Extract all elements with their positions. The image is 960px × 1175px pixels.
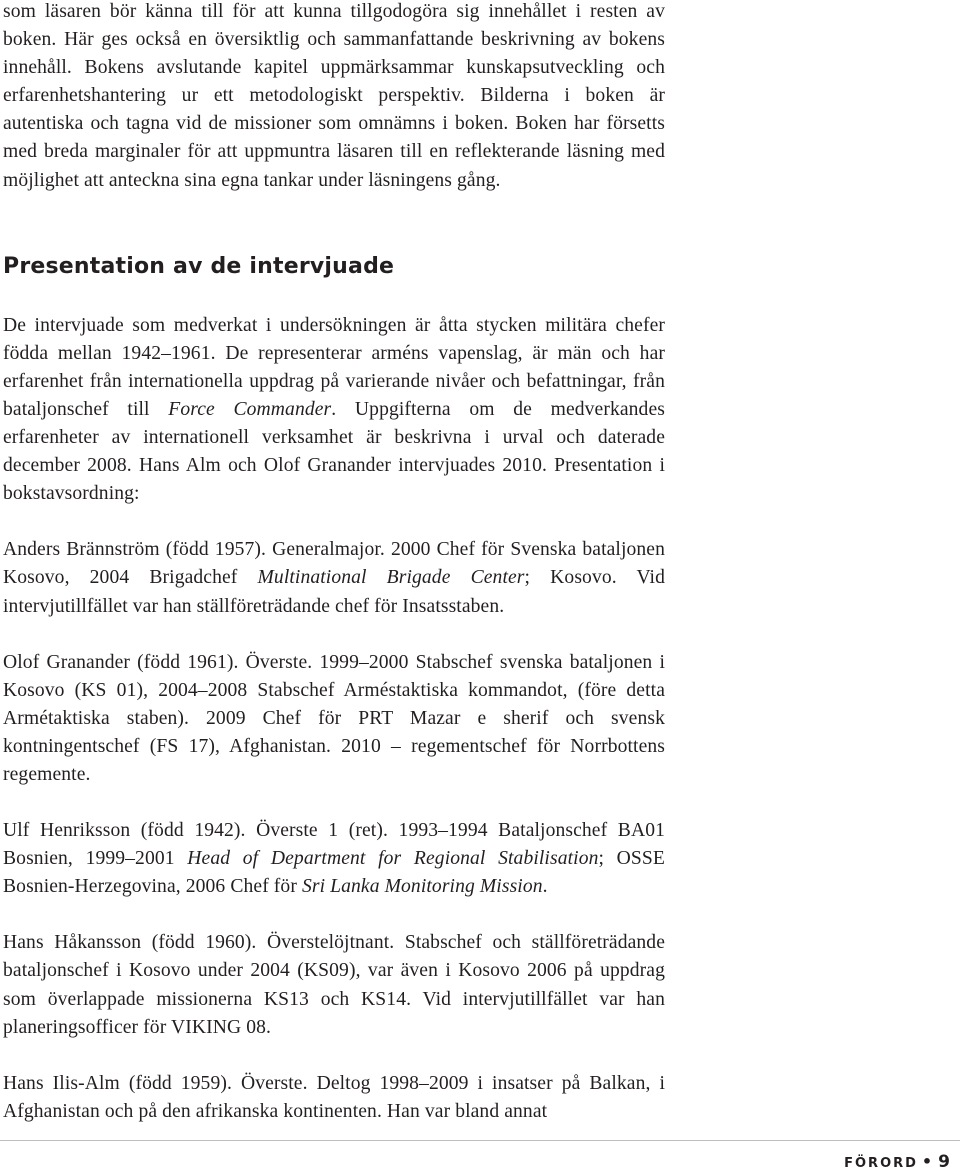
interviewees-intro-paragraph (3, 312, 665, 509)
page-number: 9 (938, 1152, 950, 1172)
text-run: . (542, 876, 548, 898)
person-entry-ilis-alm: Hans Ilis-Alm (född 1959). Överste. Deltog 1998–2009 i insatser på Balkan, i Afghanistan och på den afrikanska kontinenten. Han var bland annat (3, 1072, 665, 1122)
page-footer (844, 1152, 950, 1174)
page-body (3, 0, 665, 1126)
italic-run: Sri Lanka Monitoring Mission (301, 876, 543, 898)
person-entry-granander: Olof Granander (född 1961). Överste. 1999–2000 Stabschef svenska bataljonen i Kosovo (KS 01), 2004–2008 Stabschef Arméstaktiska kommandot, (före detta Armétaktiska staben). 2009 Chef för PRT Mazar e sherif och svensk kontningentschef (FS 17), Afghanistan. 2010 – regementschef för Norrbottens regemente. (3, 651, 665, 785)
text-run: . Uppgifterna om de medverkandes erfarenheter av internationell verksamhet är beskrivna i urval och daterade december 2008. Hans Alm och Olof Granander intervjuades 2010. Presentation i bokstavsordning: (3, 398, 665, 505)
text-run: ; OSSE Bosnien-Herzegovina, 2006 Chef för (3, 848, 665, 898)
person-entry-hakansson: Hans Håkansson (född 1960). Överstelöjtnant. Stabschef och ställföreträdande bataljonschef i Kosovo under 2004 (KS09), var även i Kosovo 2006 på uppdrag som överlappade missionerna KS13 och KS14. Vid intervjutillfället var han planeringsofficer för VIKING 08. (3, 932, 665, 1038)
text-run: Ulf Henriksson (född 1942). Överste 1 (ret). 1993–1994 Bataljonschef BA01 Bosnien, 1999–2001 (3, 820, 665, 870)
person-entry-brannstrom (3, 536, 665, 620)
footer-divider (0, 1140, 960, 1141)
footer-separator: • (921, 1152, 933, 1171)
italic-run: Force Commander (168, 398, 332, 420)
person-entry-henriksson (3, 817, 665, 901)
text-run: Anders Brännström (född 1957). Generalmajor. 2000 Chef för Svenska bataljonen Kosovo, 2004 Brigadchef (3, 539, 665, 589)
text-run: De intervjuade som medverkat i undersökningen är åtta stycken militära chefer födda mellan 1942–1961. De representerar arméns vapenslag, är män och har erfarenhet från internationella uppdrag på varierande nivåer och befattningar, från bataljonschef till (3, 314, 665, 420)
section-heading: Presentation av de intervjuade (3, 253, 395, 279)
italic-run: Head of Department for Regional Stabilisation (187, 848, 599, 870)
intro-paragraph: som läsaren bör känna till för att kunna tillgodogöra sig innehållet i resten av boken. Här ges också en översiktlig och sammanfattande beskrivning av bokens innehåll. Bokens avslutande kapitel uppmärksammar kunskapsutveckling och erfarenhetshantering ur ett metodologiskt perspektiv. Bilderna i boken är autentiska och tagna vid de missioner som omnämns i boken. Boken har försetts med breda marginaler för att uppmuntra läsaren till en reflekterande läsning med möjlighet att anteckna sina egna tankar under läsningens gång. (3, 1, 665, 191)
italic-run: Multinational Brigade Center (257, 567, 525, 589)
text-run: ; Kosovo. Vid intervjutillfället var han ställföreträdande chef för Insatsstaben. (3, 567, 665, 617)
section-name: FÖRORD (844, 1156, 918, 1171)
